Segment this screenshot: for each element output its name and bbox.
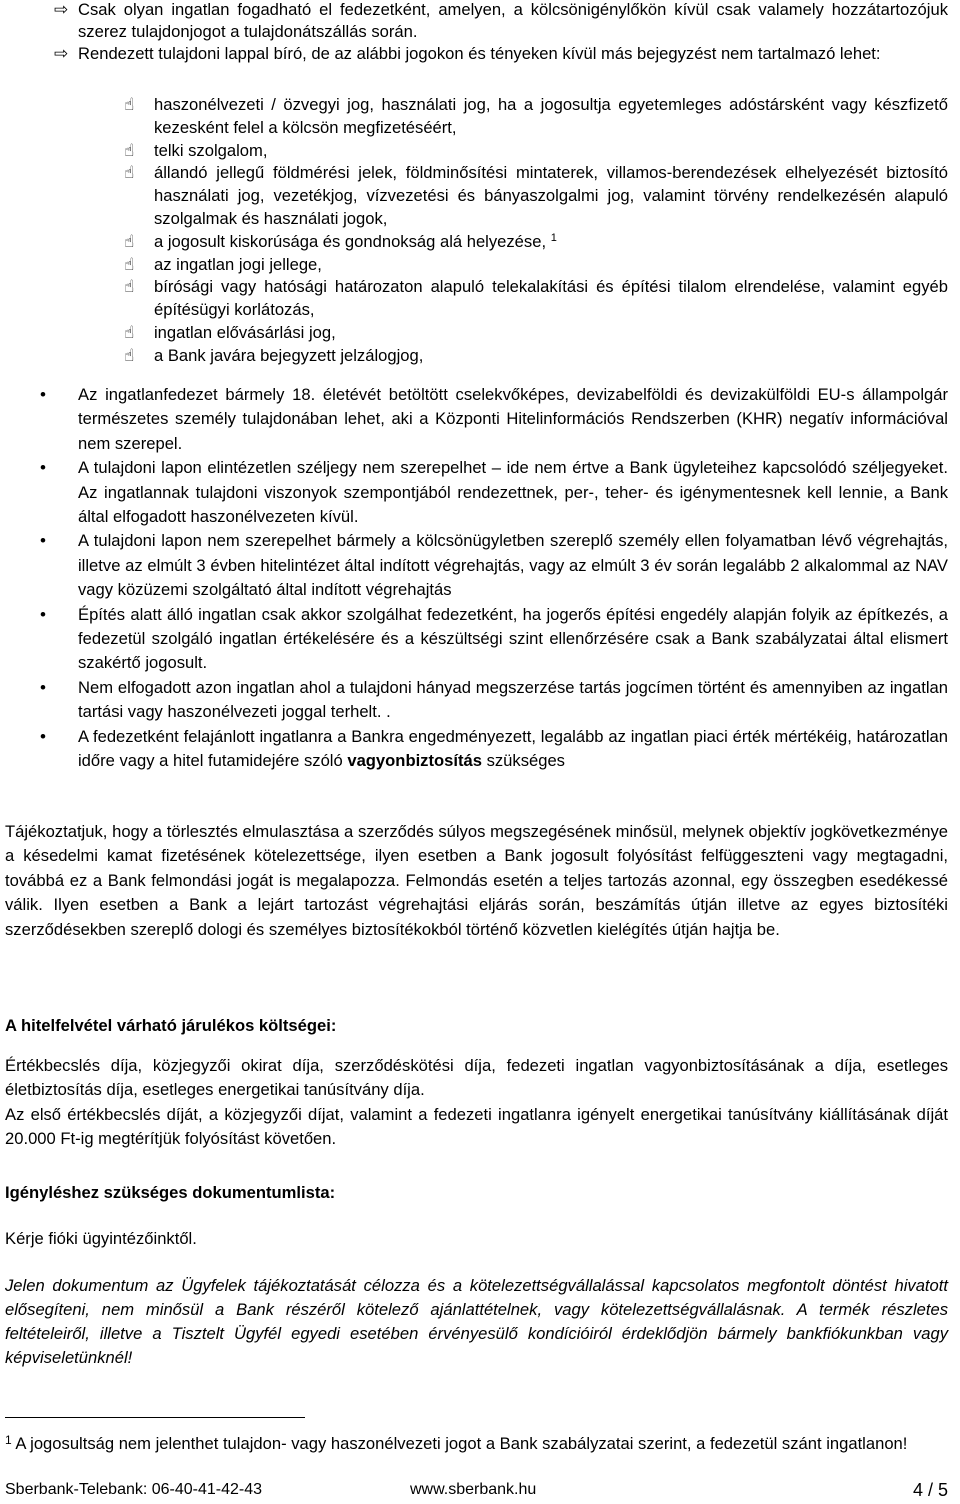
arrow-icon: ⇨ — [54, 0, 69, 20]
hand-item — [0, 231, 960, 254]
hand-item — [0, 345, 960, 368]
page-footer — [5, 1479, 948, 1501]
arrow-icon: ⇨ — [54, 44, 69, 64]
costs-paragraph-1: Értékbecslés díja, közjegyzői okirat díja, szerződéskötési díja, fedezeti ingatlan vagyonbiztosításának a díja, esetleges életbiztosítás díja, esetleges energetikai tanúsítvány díja. — [5, 1056, 948, 1100]
info-paragraph: Tájékoztatjuk, hogy a törlesztés elmulasztása a szerződés súlyos megszegésének minősül, melynek objektív jogkövetkezménye a késedelmi kamat fizetésének kötelezettsége, ilyen esetben a Bank jogosult folyósítást felfüggeszteni vagy megtagadni, továbbá ez a Bank felmondási jogát is megalapozza. Felmondás esetén a teljes tartozás azonnal, egy összegben esedékessé válik. Ilyen esetben a Bank a lejárt tartozást végrehajtási eljárás során, beszámítás útján illetve az egyes biztosítéki szerződésekben szereplő dologi és személyes biztosítékokból történő közvetlen kielégítés útján hajtja be. — [5, 822, 948, 939]
footnote-reference: 1 — [550, 231, 557, 244]
hand-item-text: az ingatlan jogi jellege, — [154, 254, 322, 274]
hand-item-text: ingatlan elővásárlási jog, — [154, 322, 336, 342]
info-paragraph-block — [0, 820, 960, 942]
footnote-number: 1 — [5, 1433, 12, 1447]
documents-paragraph: Kérje fióki ügyintézőinktől. — [5, 1229, 197, 1248]
bullet-text-pre: A fedezetként felajánlott ingatlanra a Bankra engedményezett, legalább az ingatlan piaci érték mértékéig, határozatlan időre vagy a hitel futamidejére szóló — [78, 726, 948, 771]
hand-item — [0, 94, 960, 140]
bullet-icon: • — [40, 726, 46, 746]
bullet-item — [0, 529, 960, 602]
pointing-hand-icon: ☝ — [124, 277, 135, 298]
hand-item — [0, 276, 960, 322]
arrow-item-text: Rendezett tulajdoni lappal bíró, de az alábbi jogokon és tényeken kívül más bejegyzést nem tartalmazó lehet: — [78, 44, 881, 63]
pointing-hand-icon: ☝ — [124, 345, 135, 366]
bullet-item — [0, 383, 960, 456]
hand-item-text-main: a jogosult kiskorúsága és gondnokság alá helyezése, — [154, 231, 547, 251]
bullet-list — [0, 383, 960, 774]
bullet-icon: • — [40, 458, 46, 478]
bullet-text-bold: vagyonbiztosítás — [347, 751, 482, 771]
hand-item-text: a Bank javára bejegyzett jelzálogjog, — [154, 345, 424, 365]
sub-items — [0, 94, 960, 368]
hand-item-text: haszonélvezeti / özvegyi jog, használati jog, ha a jogosultja egyetemleges adóstársként vagy készfizető kezesként felel a kölcsön megfizetéséért, — [154, 95, 948, 137]
bullet-item-text — [78, 725, 948, 774]
footnote — [5, 1432, 920, 1456]
bullet-item-text: Építés alatt álló ingatlan csak akkor szolgálhat fedezetként, ha jogerős építési engedély alapján folyik az építkezés, a fedezetül szolgáló ingatlan értékelésére és a készültségi szint ellenőrzésére csak a Bank szabályzatai által elismert szakértő jogosult. — [78, 604, 948, 673]
bullet-item-text: Az ingatlanfedezet bármely 18. életévét betöltött cselekvőképes, devizabelföldi és devizakülföldi EU-s állampolgár természetes személy tulajdonában lehet, aki a Központi Hitelinformációs Rendszerben (KHR) negatív információval nem szerepel. — [78, 385, 948, 453]
bullet-icon: • — [40, 531, 46, 551]
bullet-item-text: A tulajdoni lapon elintézetlen széljegy nem szerepelhet – ide nem értve a Bank ügyleteihez kapcsolódó széljegyeket. Az ingatlannak tulajdoni viszonyok szempontjából rendezettnek, per-, teher- és igénymentesnek kell lennie, a Bank által elfogadott haszonélvezeten kívül. — [78, 458, 948, 527]
bullet-icon: • — [40, 604, 46, 624]
footnote-text: A jogosultság nem jelenthet tulajdon- vagy haszonélvezeti jogot a Bank szabályzatai szerint, a fedezetül szánt ingatlanon! — [11, 1434, 908, 1453]
bullet-item-text: Nem elfogadott azon ingatlan ahol a tulajdoni hányad megszerzése tartás jogcímen történt és amennyiben az ingatlan tartási vagy haszonélvezeti joggal terhelt. . — [78, 677, 948, 722]
arrow-item — [0, 43, 960, 65]
bullet-text-post: szükséges — [481, 751, 565, 771]
hand-item-text — [154, 231, 948, 254]
hand-item — [0, 140, 960, 163]
bullet-icon: • — [40, 385, 46, 404]
hand-item — [0, 162, 960, 230]
page-number: 4 / 5 — [912, 1480, 948, 1500]
pointing-hand-icon: ☝ — [124, 254, 135, 275]
bullet-item-text: A tulajdoni lapon nem szerepelhet bármely a kölcsönügyletben szereplő személy ellen folyamatban lévő végrehajtás, illetve az elmúlt 3 évben hitelintézet által indított végrehajtás, vagy az elmúlt 3 év során legalább 2 alkalommal az NAV vagy közüzemi szolgáltató által indított végrehajtás — [78, 531, 948, 600]
costs-paragraphs — [0, 1054, 960, 1152]
hand-item-text: bírósági vagy hatósági határozaton alapuló telekalakítási és építési tilalom elrendelése, valamint egyéb építésügyi korlátozás, — [154, 277, 948, 320]
bullet-icon: • — [40, 677, 46, 697]
hand-item-text: telki szolgalom, — [154, 140, 268, 160]
bullet-item — [0, 456, 960, 529]
documents-heading: Igényléshez szükséges dokumentumlista: — [5, 1183, 336, 1202]
footer-phone: Sberbank-Telebank: 06-40-41-42-43 — [5, 1481, 263, 1498]
disclaimer-paragraph: Jelen dokumentum az Ügyfelek tájékoztatását célozza és a kötelezettségvállalással kapcsolatos megfontolt döntést hivatott elősegíteni, nem minősül a Bank részéről kötelező ajánlattételnek, vagy kötelezettségvállalásnak. A termék részletes feltételeiről, illetve a Tisztelt Ügyfél egyedi esetében érvényesülő kondícióiról érdeklődjön bármely bankfiókunkban vagy képviseletünknél! — [5, 1276, 948, 1367]
arrow-item — [0, 0, 960, 43]
pointing-hand-icon: ☝ — [124, 140, 135, 161]
footer-website-link[interactable]: www.sberbank.hu — [410, 1481, 537, 1498]
arrow-item-text: Csak olyan ingatlan fogadható el fedezetként, amelyen, a kölcsönigénylőkön kívül csak valamely hozzátartozójuk szerez tulajdonjogot a tulajdonátszállás során. — [78, 0, 948, 41]
costs-paragraph-2: Az első értékbecslés díját, a közjegyzői díjat, valamint a fedezeti ingatlanra igényelt energetikai tanúsítvány kiállításának díját 20.000 Ft-ig megtérítjük folyósítást követően. — [5, 1104, 948, 1149]
top-items — [0, 0, 960, 65]
hand-item — [0, 254, 960, 277]
bullet-item — [0, 603, 960, 676]
footnote-separator — [5, 1417, 305, 1418]
hand-item — [0, 322, 960, 345]
pointing-hand-icon: ☝ — [124, 163, 135, 184]
pointing-hand-icon: ☝ — [124, 95, 135, 115]
bullet-item — [0, 676, 960, 725]
hand-item-text: állandó jellegű földmérési jelek, földminősítési mintaterek, villamos-berendezések elhelyezését biztosító használati jog, vezetékjog, vízvezetési és bányaszolgalmi jog, valamint törvény rendelkezésén alapuló szolgalmak és használati jogok, — [154, 163, 948, 228]
bullet-item — [0, 725, 960, 774]
pointing-hand-icon: ☝ — [124, 231, 135, 252]
documents-paragraph-block — [0, 1227, 960, 1251]
pointing-hand-icon: ☝ — [124, 322, 135, 343]
costs-heading: A hitelfelvétel várható járulékos költségei: — [5, 1016, 337, 1035]
